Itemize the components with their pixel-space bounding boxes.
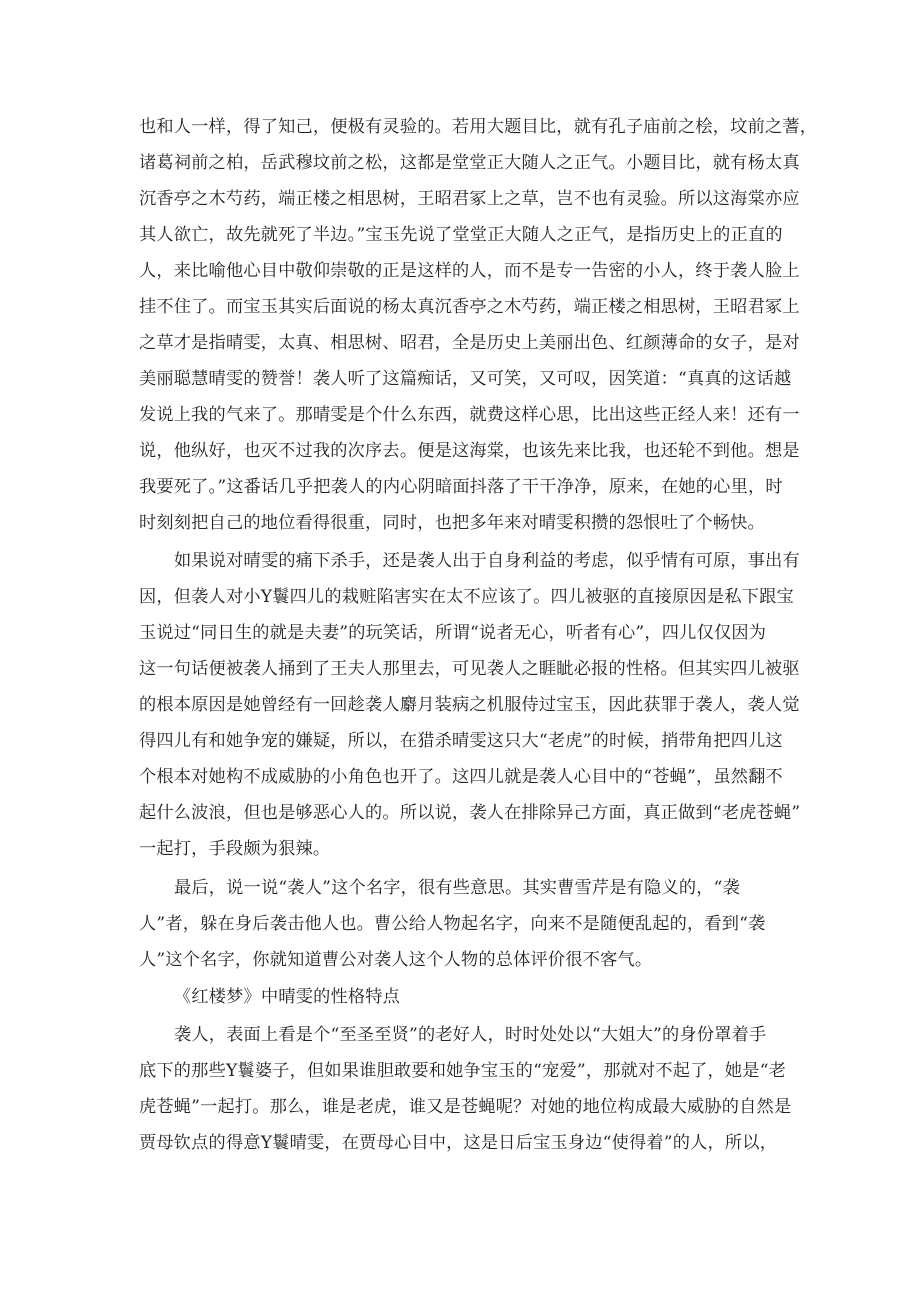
text-line: 最后，说一说“袭人”这个名字，很有些意思。其实曹雪芹是有隐义的，“袭 [174, 878, 740, 898]
text-line: 底下的那些Y鬟婆子，但如果谁胆敢要和她争宝玉的“宠爱”，那就对不起了，她是“老 [139, 1061, 787, 1081]
text-line: 人，来比喻他心目中敬仰崇敬的正是这样的人，而不是专一告密的小人，终于袭人脸上 [139, 261, 800, 281]
text-line: 人”者，躲在身后袭击他人也。曹公给人物起名字，向来不是随便乱起的，看到“袭 [139, 914, 766, 934]
text-line: 挂不住了。而宝玉其实后面说的杨太真沉香亭之木芍药，端正楼之相思树，王昭君冢上 [139, 297, 800, 317]
text-line: 也和人一样，得了知己，便极有灵验的。若用大题目比，就有孔子庙前之桧，坟前之蓍， [139, 117, 818, 137]
text-line: 个根本对她构不成威胁的小角色也开了。这四儿就是袭人心目中的“苍蝇”，虽然翻不 [139, 767, 783, 787]
text-line: 沉香亭之木芍药，端正楼之相思树，王昭君冢上之草，岂不也有灵验。所以这海棠亦应 [139, 189, 800, 209]
text-line: 美丽聪慧晴雯的赞誉！袭人听了这篇痴话，又可笑，又可叹，因笑道：“真真的这话越 [139, 369, 792, 389]
text-line: 一起打，手段颇为狠辣。 [139, 839, 331, 859]
text-line: 得四儿有和她争宠的嫌疑，所以，在猎杀晴雯这只大“老虎”的时候，捎带角把四儿这 [139, 731, 783, 751]
text-line: 时刻刻把自己的地位看得很重，同时，也把多年来对晴雯积攒的怨恨吐了个畅快。 [139, 513, 765, 533]
text-line: 诸葛祠前之柏，岳武穆坟前之松，这都是堂堂正大随人之正气。小题目比，就有杨太真 [139, 153, 800, 173]
text-line: 如果说对晴雯的痛下杀手，还是袭人出于自身利益的考虑，似乎情有可原，事出有 [174, 551, 800, 571]
text-line: 虎苍蝇”一起打。那么，谁是老虎，谁又是苍蝇呢？对她的地位构成最大威胁的自然是 [139, 1097, 792, 1117]
text-line: 的根本原因是她曾经有一回趁袭人麝月装病之机服侍过宝玉，因此获罪于袭人，袭人觉 [139, 695, 800, 715]
text-line: 之草才是指晴雯，太真、相思树、昭君，全是历史上美丽出色、红颜薄命的女子，是对 [139, 333, 800, 353]
text-line: 因，但袭人对小Y鬟四儿的栽赃陷害实在太不应该了。四儿被驱的直接原因是私下跟宝 [139, 587, 794, 607]
text-line: 袭人，表面上看是个“至圣至贤”的老好人，时时处处以“大姐大”的身份罩着手 [174, 1025, 767, 1045]
text-line: 其人欲亡，故先就死了半边。”宝玉先说了堂堂正大随人之正气，是指历史上的正直的 [139, 225, 783, 245]
text-line: 贾母钦点的得意Y鬟晴雯，在贾母心目中，这是日后宝玉身边“使得着”的人，所以， [139, 1133, 778, 1153]
text-line: 发说上我的气来了。那晴雯是个什么东西，就费这样心思，比出这些正经人来！还有一 [139, 405, 800, 425]
section-heading: 《红楼梦》中晴雯的性格特点 [174, 987, 401, 1007]
text-line: 起什么波浪，但也是够恶心人的。所以说，袭人在排除异己方面，真正做到“老虎苍蝇” [139, 803, 801, 823]
text-line: 人”这个名字，你就知道曹公对袭人这个人物的总体评价很不客气。 [139, 950, 653, 970]
text-line: 说，他纵好，也灭不过我的次序去。便是这海棠，也该先来比我，也还轮不到他。想是 [139, 441, 800, 461]
text-line: 我要死了。”这番话几乎把袭人的内心阴暗面抖落了干干净净，原来，在她的心里，时 [139, 477, 783, 497]
text-line: 这一句话便被袭人捅到了王夫人那里去，可见袭人之睚眦必报的性格。但其实四儿被驱 [139, 659, 800, 679]
text-line: 玉说过“同日生的就是夫妻”的玩笑话，所谓“说者无心，听者有心”，四儿仅仅因为 [139, 623, 767, 643]
